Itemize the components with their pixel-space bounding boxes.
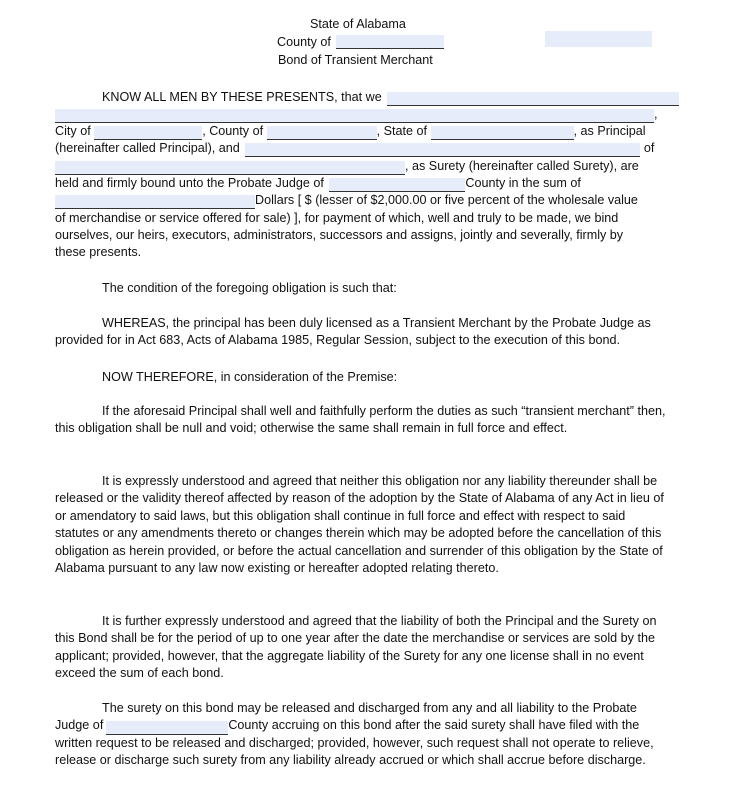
perform-text: If the aforesaid Principal shall well and faithfully perform the duties as such “transient merchant” then, this obligation shall be null and void; otherwise the same shall remain in full force and effect. <box>55 404 666 436</box>
header-title: Bond of Transient Merchant <box>278 53 433 67</box>
county-field[interactable] <box>267 126 377 140</box>
surety-rest-text: County accruing on this bond after the said surety shall have filed with the written request to be released and discharged; provided, however, such request shall not operate to relieve, release or discharge such surety from any liability already accrued or which shall accrue before discharge. <box>55 718 654 768</box>
surety-release-paragraph <box>55 700 667 770</box>
county-of-label: , County of <box>202 124 264 138</box>
understood-text: It is expressly understood and agreed that neither this obligation nor any liability thereunder shall be released or the validity thereof affected by reason of the adoption by the State of Alabama of any Act in lieu of or amendatory to said laws, but this obligation shall continue in full force and effect with respect to said statutes or any amendments thereto or changes therein which may be adopted before the cancellation of this obligation as herein provided, or before the actual cancellation and surrender of this obligation by the State of Alabama pursuant to any law now existing or hereafter adopted relating thereto. <box>55 474 664 576</box>
header-state: State of Alabama <box>310 17 406 31</box>
dollars-label: Dollars [ $ (lesser of $2,000.00 or five percent of the wholesale value <box>255 193 638 207</box>
held-bound-row <box>55 175 581 192</box>
liability-paragraph <box>55 613 667 683</box>
surety-location-field[interactable] <box>55 161 405 175</box>
top-right-field[interactable] <box>545 31 652 47</box>
judge-county-field[interactable] <box>106 721 228 735</box>
as-surety-row <box>55 158 639 175</box>
liability-text: It is further expressly understood and agreed that the liability of both the Principal and the Surety on this Bond shall be for the period of up to one year after the date the merchandise or services are sold by the applicant; provided, however, that the aggregate liability of the Surety for any one license shall in no event exceed the sum of each bond. <box>55 614 657 681</box>
principal-name-field-2[interactable] <box>55 109 654 123</box>
state-field[interactable] <box>431 126 574 140</box>
header-county-row <box>277 35 444 49</box>
probate-county-field[interactable] <box>329 178 465 192</box>
dollars-row <box>55 192 638 209</box>
held-bound-label: held and firmly bound unto the Probate Judge of <box>55 176 324 190</box>
sum-amount-field[interactable] <box>55 195 255 209</box>
understood-paragraph <box>55 473 667 577</box>
city-field[interactable] <box>94 126 202 140</box>
perform-paragraph <box>55 403 667 438</box>
heirs-line: ourselves, our heirs, executors, administrators, successors and assigns, jointly and severally, firmly by <box>55 228 624 242</box>
comma: , <box>654 107 658 121</box>
judge-of-label: Judge of <box>55 718 104 733</box>
principal-name-line2 <box>55 106 658 123</box>
of-label: of <box>643 141 655 155</box>
surety-row <box>55 140 654 157</box>
county-sum-label: County in the sum of <box>465 176 581 190</box>
know-all-row <box>102 89 679 106</box>
city-county-state-row <box>55 123 646 140</box>
header-county-label: County of <box>277 35 331 49</box>
as-principal-label: , as Principal <box>573 124 646 138</box>
condition-paragraph: The condition of the foregoing obligation is such that: <box>102 281 397 295</box>
merch-line: of merchandise or service offered for sale) ], for payment of which, well and truly to be made, we bind <box>55 211 619 225</box>
city-of-label: City of <box>55 124 91 138</box>
whereas-text: WHEREAS, the principal has been duly licensed as a Transient Merchant by the Probate Judge as provided for in Act 683, Acts of Alabama 1985, Regular Session, subject to the execution of this bond. <box>55 316 651 348</box>
whereas-paragraph <box>55 315 667 350</box>
state-of-label: , State of <box>376 124 428 138</box>
principal-name-field[interactable] <box>387 92 679 106</box>
as-surety-label: , as Surety (hereinafter called Surety), are <box>405 159 639 173</box>
know-all-label: KNOW ALL MEN BY THESE PRESENTS, that we <box>102 90 382 104</box>
surety-name-field[interactable] <box>245 143 640 157</box>
surety-intro-text: The surety on this bond may be released and discharged from any and all liability to the Probate <box>102 701 637 715</box>
now-therefore-paragraph: NOW THEREFORE, in consideration of the Premise: <box>102 370 398 384</box>
presents-line: these presents. <box>55 245 142 259</box>
header-county-field[interactable] <box>336 35 444 49</box>
hereinafter-principal-label: (hereinafter called Principal), and <box>55 141 240 155</box>
